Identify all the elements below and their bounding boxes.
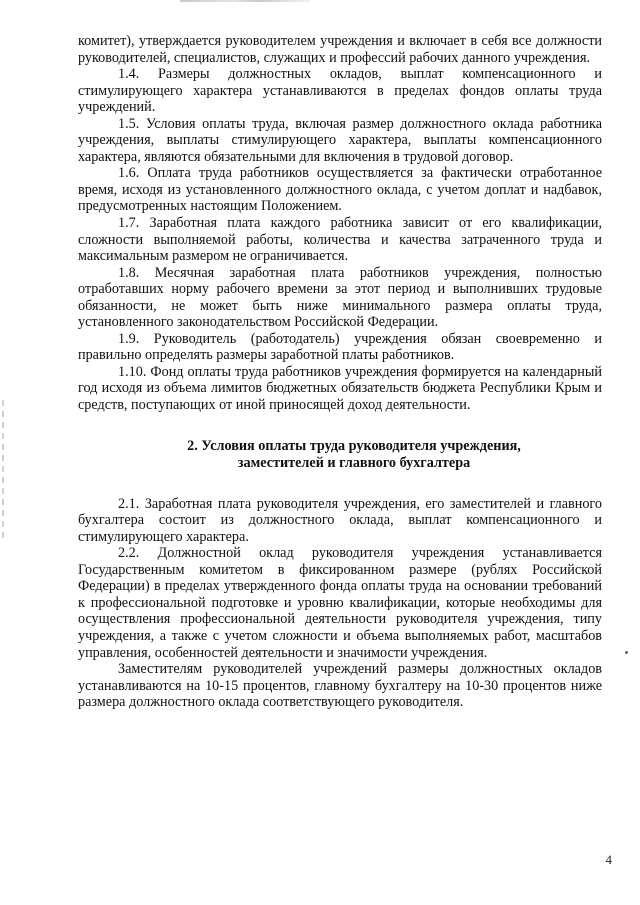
paragraph-1-6: 1.6. Оплата труда работников осуществляется за фактически отработанное время, исходя из установленного должностного оклада, с учетом доплат и надбавок, предусмотренных настоящим Положением. [78, 165, 602, 215]
section-2-heading-line-2: заместителей и главного бухгалтера [237, 454, 471, 471]
document-body [78, 33, 602, 711]
paragraph-1-8: 1.8. Месячная заработная плата работников учреждения, полностью отработавших норму рабочего времени за этот период и выполнивших трудовые обязанности, не может быть ниже минимального размера оплаты труда, установленного законодательством Российской Федерации. [78, 264, 602, 331]
paragraph-1-4: 1.4. Размеры должностных окладов, выплат компенсационного и стимулирующего характера устанавливаются в пределах фондов оплаты труда учреждений. [78, 66, 602, 116]
paragraph-2-2: 2.2. Должностной оклад руководителя учреждения устанавливается Государственным комитетом в фиксированном размере (рублях Российской Федерации) в пределах утвержденного фонда оплаты труда на основании требований к профессиональной подготовке и уровню квалификации, которые необходимы для осуществления профессиональной деятельности руководителя учреждения, типу учреждения, а также с учетом сложности и объема выполняемых работ, масштабов управления, особенностей деятельности и значимости учреждения. [78, 545, 602, 661]
scan-artifact-dot [625, 651, 628, 654]
page-number: 4 [605, 852, 612, 867]
section-2-heading-line-1: 2. Условия оплаты труда руководителя учреждения, [187, 437, 521, 454]
paragraph-1-7: 1.7. Заработная плата каждого работника зависит от его квалификации, сложности выполняемой работы, количества и качества затраченного труда и максимальным размером не ограничивается. [78, 215, 602, 265]
paragraph-1-10: 1.10. Фонд оплаты труда работников учреждения формируется на календарный год исходя из объема лимитов бюджетных обязательств бюджета Республики Крым и средств, поступающих от иной приносящей доход деятельности. [78, 363, 602, 414]
paragraph-continuation: комитет), утверждается руководителем учреждения и включает в себя все должности руководителей, специалистов, служащих и профессий рабочих данного учреждения. [78, 33, 602, 66]
paragraph-1-5: 1.5. Условия оплаты труда, включая размер должностного оклада работника учреждения, выплаты стимулирующего характера, выплаты компенсационного характера, являются обязательными для включения в трудовой договор. [78, 115, 602, 165]
paragraph-deputies: Заместителям руководителей учреждений размеры должностных окладов устанавливаются на 10-15 процентов, главному бухгалтеру на 10-30 процентов ниже размера должностного оклада соответствующего руководителя. [78, 661, 602, 711]
section-2-heading [78, 438, 602, 472]
paragraph-2-1: 2.1. Заработная плата руководителя учреждения, его заместителей и главного бухгалтера состоит из должностного оклада, выплат компенсационного и стимулирующего характера. [78, 495, 602, 545]
paragraph-1-9: 1.9. Руководитель (работодатель) учреждения обязан своевременно и правильно определять размеры заработной платы работников. [78, 330, 602, 364]
scan-artifact-left [2, 400, 4, 540]
scan-artifact-top [180, 0, 310, 2]
